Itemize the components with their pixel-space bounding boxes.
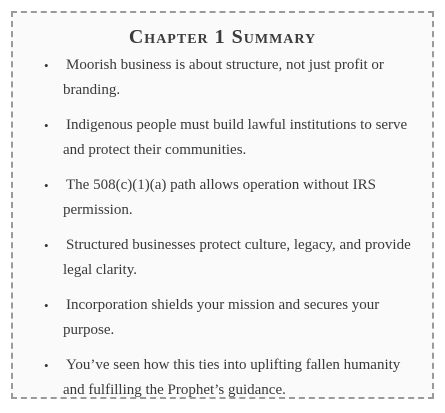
list-item-text: You’ve seen how this ties into uplifting fallen humanity and fulfilling the Prophet’s guidance. — [63, 357, 401, 398]
list-item-text: Structured businesses protect culture, legacy, and provide legal clarity. — [63, 237, 411, 278]
list-item-text: The 508(c)(1)(a) path allows operation without IRS permission. — [63, 177, 376, 218]
bullet-icon: • — [44, 358, 49, 373]
summary-list — [13, 53, 432, 413]
summary-box — [11, 11, 434, 399]
bullet-icon: • — [44, 238, 49, 253]
list-item — [13, 353, 432, 403]
bullet-icon: • — [44, 118, 49, 133]
list-item — [13, 173, 432, 223]
summary-title: Chapter 1 Summary — [128, 26, 317, 48]
list-item — [13, 293, 432, 343]
bullet-icon: • — [44, 178, 49, 193]
bullet-icon: • — [44, 298, 49, 313]
bullet-icon: • — [44, 58, 49, 73]
list-item-text: Indigenous people must build lawful institutions to serve and protect their communities. — [63, 117, 408, 158]
list-item — [13, 53, 432, 103]
list-item-text: Moorish business is about structure, not just profit or branding. — [63, 57, 384, 98]
list-item — [13, 233, 432, 283]
list-item-text: Incorporation shields your mission and secures your purpose. — [63, 297, 380, 338]
list-item — [13, 113, 432, 163]
